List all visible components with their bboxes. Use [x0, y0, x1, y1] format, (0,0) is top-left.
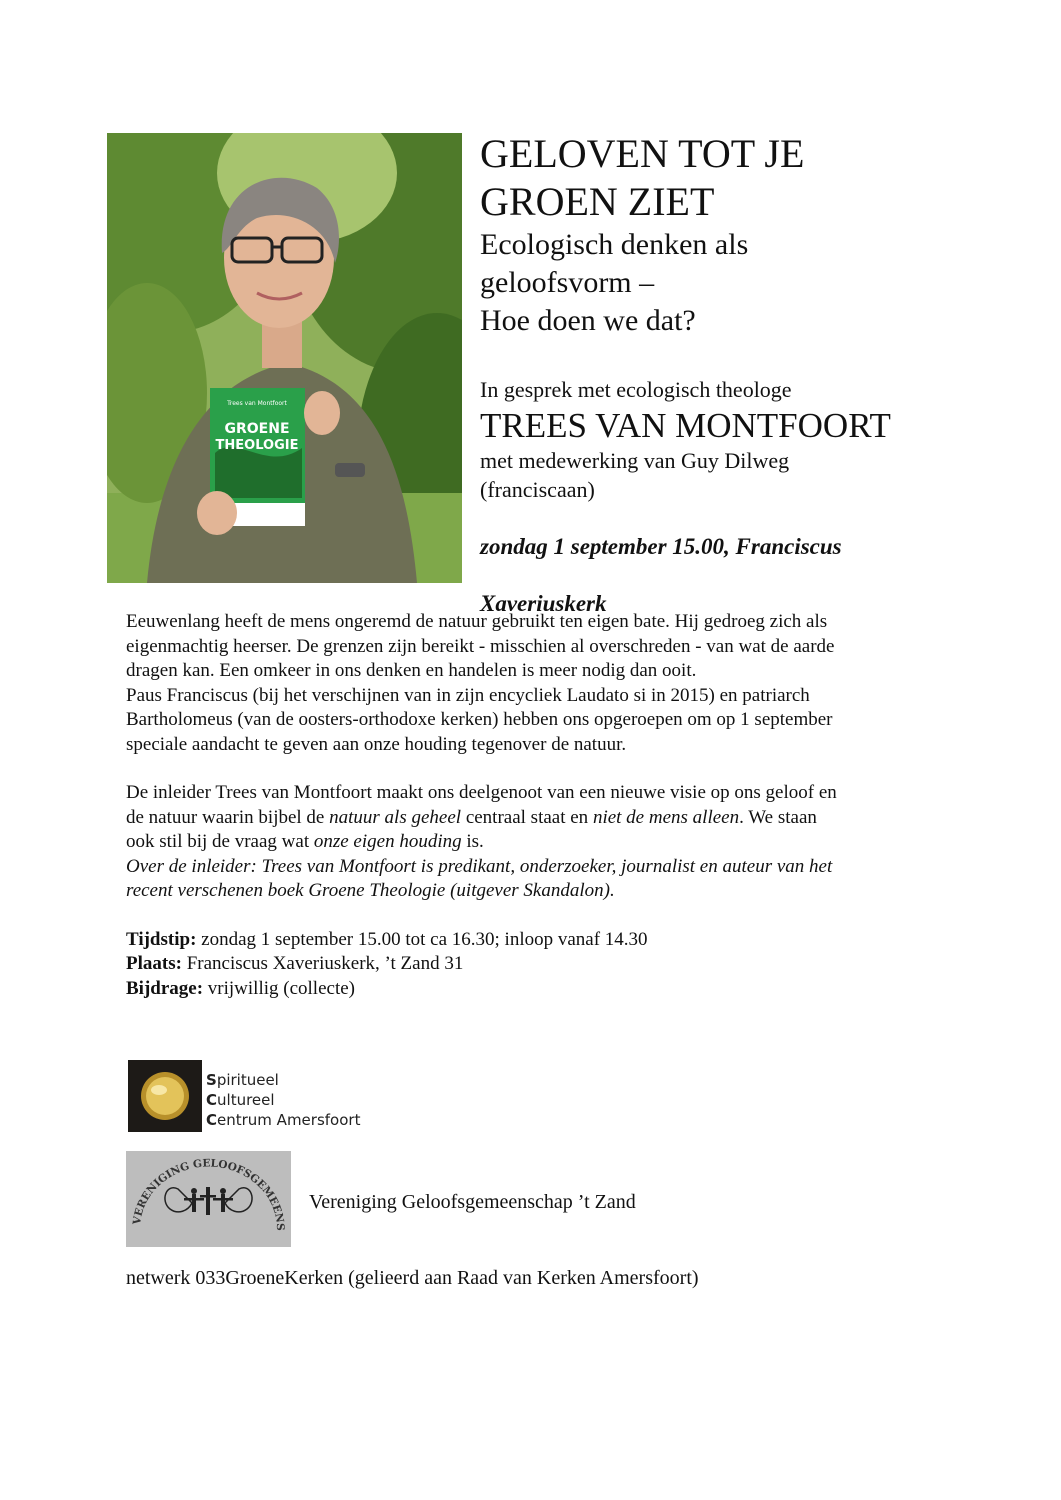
cowork-line1: met medewerking van Guy Dilweg	[480, 448, 790, 473]
scc-line1-initial: S	[206, 1071, 217, 1089]
scc-line2-rest: ultureel	[217, 1091, 275, 1109]
datetime-line1: zondag 1 september 15.00, Franciscus	[480, 534, 842, 559]
title-line2: GROEN ZIET	[480, 179, 715, 224]
time-label: Tijdstip:	[126, 928, 197, 950]
subtitle-line2: geloofsvorm –	[480, 266, 655, 299]
contrib-row	[126, 977, 946, 1002]
event-info	[126, 928, 946, 1002]
vereniging-caption: Vereniging Geloofsgemeenschap ’t Zand	[309, 1191, 636, 1213]
place-row	[126, 952, 946, 977]
book-title-line1: GROENE	[224, 421, 290, 437]
intro-text: In gesprek met ecologisch theologe	[480, 377, 792, 402]
scc-logo-text	[206, 1070, 360, 1130]
place-value: Franciscus Xaveriuskerk, ’t Zand 31	[181, 953, 464, 974]
contrib-value: vrijwillig (collecte)	[203, 977, 355, 999]
cowork-line2: (franciscaan)	[480, 477, 595, 502]
p1-line2: eigenmachtig heerser. De grenzen zijn bereikt - misschien al overschreden - van wat de aarde	[126, 635, 835, 657]
p2-line2-d: niet de mens alleen	[592, 806, 740, 828]
heading-block	[480, 130, 1040, 618]
p2-line2-b: natuur als geheel	[329, 806, 462, 828]
seal-text: VERENIGING GELOOFSGEMEENS	[131, 1157, 287, 1231]
vereniging-seal-logo	[126, 1151, 291, 1247]
scc-logo	[128, 1060, 202, 1132]
scc-line1-rest: piritueel	[216, 1071, 279, 1089]
p1-line3: dragen kan. Een omkeer in ons denken en handelen is meer nodig dan ooit.	[126, 660, 697, 681]
scc-line1	[206, 1070, 360, 1090]
contrib-label: Bijdrage:	[126, 977, 204, 999]
scc-line2-initial: C	[206, 1091, 218, 1109]
p2-line2-c: centraal staat en	[461, 806, 593, 828]
book-author: Trees van Montfoort	[227, 400, 287, 407]
body-text	[126, 610, 946, 1001]
p2-line3-a: ook stil bij de vraag wat	[126, 831, 314, 852]
subtitle-line3: Hoe doen we dat?	[480, 304, 696, 337]
time-value: zondag 1 september 15.00 tot ca 16.30; inloop vanaf 14.30	[196, 928, 648, 950]
p2-line3-c: is.	[461, 831, 484, 852]
p2-line3-b: onze eigen houding	[313, 831, 462, 852]
p1-line1: Eeuwenlang heeft de mens ongeremd de natuur gebruikt ten eigen bate. Hij gedroeg zich als	[126, 611, 828, 632]
place-label: Plaats:	[126, 953, 182, 974]
p2-line5: recent verschenen boek Groene Theologie (uitgever Skandalon).	[126, 880, 615, 901]
time-row	[126, 928, 946, 953]
book-title-line2: THEOLOGIE	[215, 438, 299, 453]
p2-line2-e: . We staan	[739, 806, 817, 828]
p1-line5: Bartholomeus (van de oosters-orthodoxe kerken) hebben ons opgeroepen om op 1 september	[126, 709, 833, 730]
p1-line4: Paus Franciscus (bij het verschijnen van in zijn encycliek Laudato si in 2015) en patriarch	[126, 684, 810, 706]
scc-line2	[206, 1090, 360, 1110]
p2-line2-a: de natuur waarin bijbel de	[126, 806, 330, 828]
scc-line3	[206, 1110, 360, 1130]
scc-line3-initial: C	[206, 1111, 218, 1129]
datetime-line2: Xaveriuskerk	[480, 591, 607, 616]
network-footer: netwerk 033GroeneKerken (gelieerd aan Raad van Kerken Amersfoort)	[126, 1267, 699, 1289]
title-line1: GELOVEN TOT JE	[480, 131, 805, 176]
scc-line3-rest: entrum Amersfoort	[217, 1111, 361, 1129]
subtitle-line1: Ecologisch denken als	[480, 228, 749, 261]
speaker-photo	[107, 133, 462, 583]
p2-line2	[126, 806, 946, 831]
p1-line6: speciale aandacht te geven aan onze houding tegenover de natuur.	[126, 733, 627, 755]
p2-line4: Over de inleider: Trees van Montfoort is predikant, onderzoeker, journalist en auteur van het	[126, 855, 833, 877]
p2-line1: De inleider Trees van Montfoort maakt ons deelgenoot van een nieuwe visie op ons geloof en	[126, 782, 837, 803]
speaker-name: TREES VAN MONTFOORT	[480, 406, 891, 445]
p2-line3	[126, 830, 946, 855]
